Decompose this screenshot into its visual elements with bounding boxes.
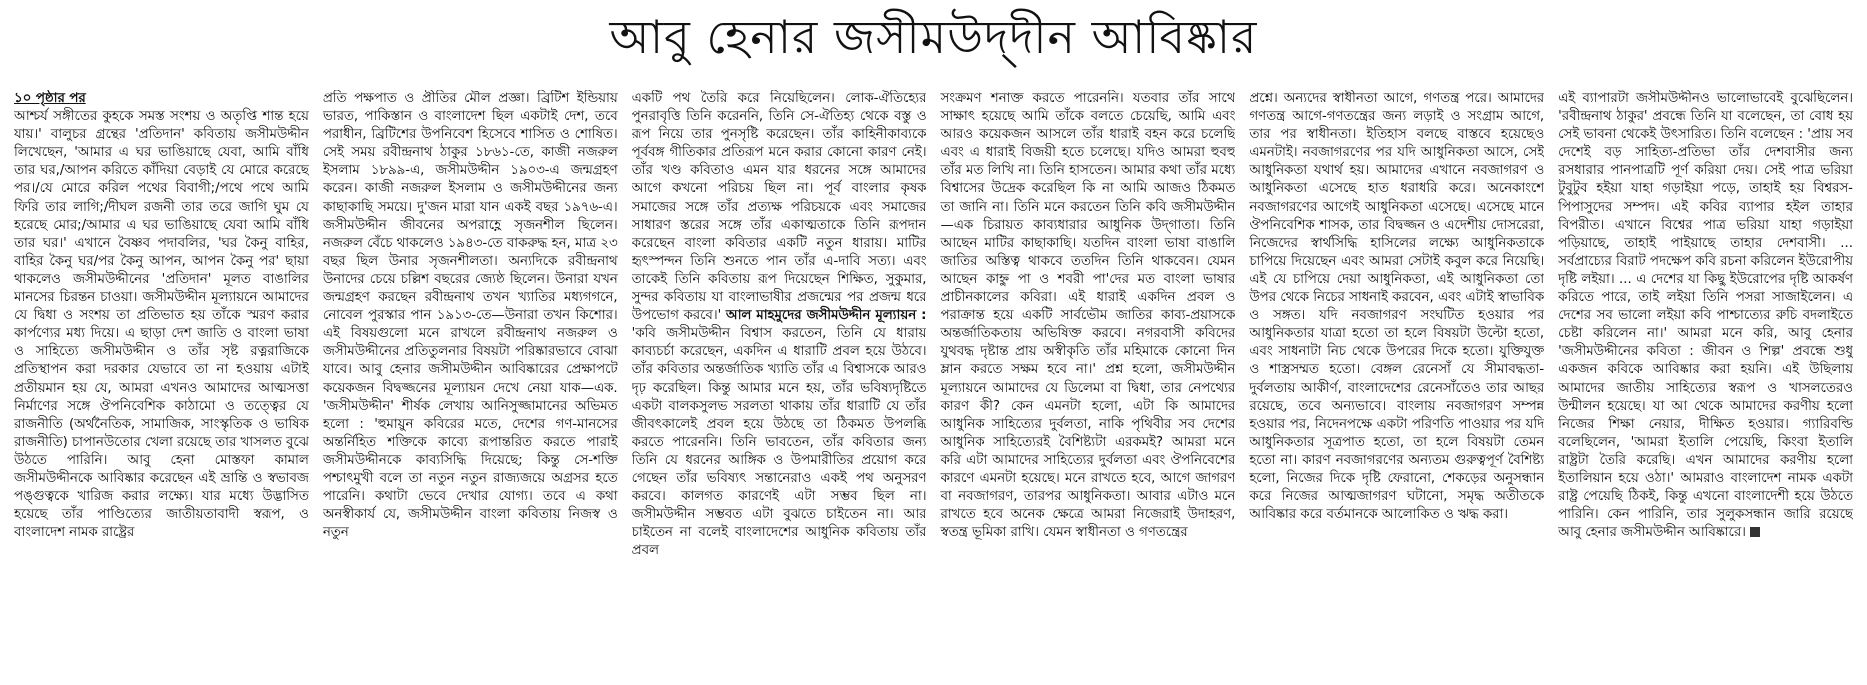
column-4-text: সংক্রমণ শনাক্ত করতে পারেননি। যতবার তাঁর সাথে সাক্ষাৎ হয়েছে আমি তাঁকে বলতে চেয়েছি, আমি এবং আরও কয়েকজন আসলে তাঁর ধারাই বহন করে চলেছি এবং এ ধারাই বিজয়ী হতে চলেছে। যদিও আমরা হুবহু তাঁর মত লিখি না। তিনি হাসতেন। আমার কথা তাঁর মধ্যে বিশ্বাসের উদ্রেক করেছিল কি না আমি আজও ঠিকমত তা জানি না। তিনি মনে করতেন তিনি কবি জসীমউদ্দীন—এক চিরায়ত কাব্যধারার আধুনিক উদ্‌গাতা। তিনি আছেন মাটির কাছাকাছি। যতদিন বাংলা ভাষা বাঙালি জাতির অস্তিত্ব থাকবে ততদিন তিনি থাকবেন। যেমন আছেন কাহ্নু পা ও শবরী পা'দের মত বাংলা ভাষার প্রাচীনকালের কবিরা। এই ধারাই একদিন প্রবল ও পরাক্রান্ত হয়ে একটি সার্বভৌম জাতির কাব্য-প্রয়াসকে অন্তর্জাতিকতায় অভিষিক্ত করবে। নগরবাসী কবিদের যুথবদ্ধ দৃষ্টান্ত প্রায় অস্বীকৃতি তাঁর মহিমাকে কোনো দিন ম্লান করতে সক্ষম হবে না।' প্রশ্ন হলো, জসীমউদ্দীন মূল্যায়নে আমাদের যে ডিলেমা বা দ্বিধা, তার নেপথ্যের কারণ কী? কেন এমনটা হলো, এটা কি আমাদের আধুনিক সাহিত্যের দুর্বলতা, নাকি পৃথিবীর সব দেশের আধুনিক সাহিত্যেরই বৈশিষ্ট্যটা এরকমই? আমরা মনে করি এটা আমাদের সাহিত্যের দুর্বলতা এবং ঔপনিবেশের কারণে এমনটা হয়েছে। মনে রাখতে হবে, আগে জাগরণ বা নবজাগরণ, তারপর আধুনিকতা। আবার এটাও মনে রাখতে হবে অনেক ক্ষেত্রে আমরা নিজেরাই উদাহরণ, স্বতন্ত্র ভূমিকা রাখি। যেমন স্বাধীনতা ও গণতন্ত্রের: [940, 91, 1236, 541]
column-2: [323, 90, 618, 679]
column-3-body: একটি পথ তৈরি করে নিয়েছিলেন। লোক-ঐতিহ্যের পুনরাবৃত্তি তিনি করেননি, তিনি সে-ঐতিহ্য থেকে বস্তু ও রূপ নিয়ে তার পুনসৃষ্টি করেছেন। তাঁর কাহিনীকাব্যকে পূর্ববঙ্গ গীতিকার প্রতিরূপ মনে করার কোনো কারণ নেই। তাঁর খণ্ড কবিতাও এমন যার ধরনের সঙ্গে আমাদের আগে কখনো পরিচয় ছিল না। পূর্ব বাংলার কৃষক সমাজের সঙ্গে তাঁর প্রত্যক্ষ পরিচয়কে এবং সমাজের সাধারণ স্তরের সঙ্গে তাঁর একাত্মতাকে তিনি রূপদান করেছেন বাংলা কবিতার একটি নতুন ধারায়। মাটির হৃৎস্পন্দন তিনি শুনতে পান তাঁর এ-দাবি সত্য। এবং তাকেই তিনি কবিতায় রূপ দিয়েছেন শিক্ষিত, সুকুমার, সুন্দর কবিতায় যা বাংলাভাষীর প্রজন্মের পর প্রজন্ম ধরে উপভোগ করবে।': [631, 91, 927, 324]
column-6: [1558, 90, 1853, 679]
column-3-body-continued: 'কবি জসীমউদ্দীন বিশ্বাস করতেন, তিনি যে ধারায় কাব্যচর্চা করেছেন, একদিন এ ধারাটি প্রবল হয়ে উঠবে। তাঁর কবিতার অন্তর্জাতিক খ্যাতি তাঁর এ বিশ্বাসকে আরও দৃঢ় করেছিল। কিন্তু আমার মনে হয়, তাঁর ভবিষ্যদৃষ্টিতে একটা বালকসুলভ সরলতা থাকায় তাঁর ধারাটি যে তাঁর জীবৎকালেই প্রবল হয়ে উঠছে তা ঠিকমত উপলব্ধি করতে পারেননি। তিনি ভাবতেন, তাঁর কবিতার জন্য তিনি যে ধরনের আঙ্গিক ও উপমারীতির প্রয়োগ করে গেছেন তাঁর ভবিষ্যৎ সন্তানেরাও একই পথ অনুসরণ করবে। কালগত কারণেই এটা সম্ভব ছিল না। জসীমউদ্দীন সম্ভবত এটা বুঝতে চাইতেন না। আর চাইতেন না বলেই বাংলাদেশের আধুনিক কবিতায় তাঁর প্রবল: [631, 326, 927, 559]
column-5: [1249, 90, 1544, 679]
column-4: [940, 90, 1235, 679]
column-3: [632, 90, 927, 679]
section-subhead: আল মাহমুদের জসীমউদ্দীন মূল্যায়ন :: [725, 308, 927, 324]
column-2-text: প্রতি পক্ষপাত ও প্রীতির মৌল প্রজ্ঞা। ব্রিটিশ ইন্ডিয়ায় ভারত, পাকিস্তান ও বাংলাদেশ ছিল একটাই দেশ, তবে পরাধীন, ব্রিটিশের উপনিবেশ হিসেবে শাসিত ও শোষিত। সেই সময় রবীন্দ্রনাথ ঠাকুর ১৮৬১-তে, কাজী নজরুল ইসলাম ১৮৯৯-এ, জসীমউদ্দীন ১৯০৩-এ জন্মগ্রহণ করেন। কাজী নজরুল ইসলাম ও জসীমউদ্দীনের জন্য কাছাকাছি সময়ে। দু'জন মারা যান একই বছর ১৯৭৬-এ। জসীমউদ্দীন জীবনের অপরাহ্ণে সৃজনশীল ছিলেন। নজরুল বেঁচে থাকলেও ১৯৪৩-তে বাকরুদ্ধ হন, মাত্র ২৩ বছর ছিল উনার সৃজনশীলতা। অন্যদিকে রবীন্দ্রনাথ উনাদের চেয়ে চল্লিশ বছরের জ্যেষ্ঠ ছিলেন। উনারা যখন জন্মগ্রহণ করছেন রবীন্দ্রনাথ তখন খ্যাতির মধ্যগগনে, নোবেল পুরস্কার পান ১৯১৩-তে—উনারা তখন কিশোর। এই বিষয়গুলো মনে রাখলে রবীন্দ্রনাথ নজরুল ও জসীমউদ্দীনের প্রতিতুলনার বিষয়টা পরিষ্কারভাবে বোঝা যাবে। আবু হেনার জসীমউদ্দীন আবিষ্কারের প্রেক্ষাপটে কয়েকজন বিদ্বজ্জনের মূল্যায়ন দেখে নেয়া যাক—এক. 'জসীমউদ্দীন' শীর্ষক লেখায় আনিসুজ্জামানের অভিমত হলো : 'হুমায়ুন কবিরের মতে, দেশের গণ-মানসের অন্তর্নিহিত শক্তিকে কাব্যে রূপান্তরিত করতে পারাই জসীমউদ্দীনকে কাব্যসিদ্ধি দিয়েছে; কিন্তু সে-শক্তি পশ্চাৎমুখী বলে তা নতুন নতুন রাজ্যজয়ে অগ্রসর হতে পারেনি। কথাটা ভেবে দেখার যোগ্য। তবে এ কথা অনস্বীকার্য যে, জসীমউদ্দীন বাংলা কবিতায় নিজস্ব ও নতুন: [322, 91, 618, 541]
column-6-body: এই ব্যাপারটা জসীমউদ্দীনও ভালোভাবেই বুঝেছিলেন। 'রবীন্দ্রনাথ ঠাকুর' প্রবন্ধে তিনি যা বলেছেন, তা বোধ হয় সেই ভাবনা থেকেই উৎসারিত। তিনি বলেছেন : 'প্রায় সব দেশেই বড় সাহিত্য-প্রতিভা তাঁর দেশবাসীর জন্য রসধারার পানপাত্রটি পূর্ণ করিয়া দেয়। সেই পাত্র ভরিয়া টুবুটুব হইয়া যাহা গড়াইয়া পড়ে, তাহাই হয় বিশ্বরস-পিপাসুদের সম্পদ। এই কবির ব্যাপার হইল তাহার বিপরীত। এখানে বিশ্বের পাত্র ভরিয়া যাহা গড়াইয়া পড়িয়াছে, তাহাই পাইয়াছে তাহার দেশবাসী। ... সর্বপ্রাচ্যের বিরাট পদক্ষেপ কবি রচনা করিলেন ইউরোপীয় দৃষ্টি লইয়া। ... এ দেশের যা কিছু ইউরোপের দৃষ্টি আকর্ষণ করিতে পারে, তাই লইয়া তিনি পসরা সাজাইলেন। এ দেশের সব ভালো লইয়া কবি পাশ্চাত্যের রুচি বদলাইতে চেষ্টা করিলেন না।' আমরা মনে করি, আবু হেনার 'জসীমউদ্দীনের কবিতা : জীবন ও শিল্প' প্রবন্ধে শুধু একজন কবিকে আবিষ্কার করা হয়নি। এই উছিলায় আমাদের জাতীয় সাহিত্যের স্বরূপ ও খাসলতেরও উন্মীলন হয়েছে। যা আ থেকে আমাদের করণীয় হলো নিজের শিক্ষা নেয়ার, দীক্ষিত হওয়ার। গ্যারিবল্ডি বলেছিলেন, 'আমরা ইতালি পেয়েছি, কিংবা ইতালি রাষ্ট্রটা তৈরি করেছি। এখন আমাদের করণীয় হলো ইতালিয়ান হয়ে ওঠা।' আমরাও বাংলাদেশ নামক একটা রাষ্ট্র পেয়েছি ঠিকই, কিন্তু এখনো বাংলাদেশী হয়ে উঠতে পারিনি। কেন পারিনি, তার সুলুকসন্ধান জারি রয়েছে আবু হেনার জসীমউদ্দীন আবিষ্কারে।: [1558, 91, 1853, 541]
newspaper-page: [0, 6, 1867, 685]
end-of-article-mark: [1750, 527, 1760, 537]
column-5-text: প্রশ্নে। অন্যদের স্বাধীনতা আগে, গণতন্ত্র পরে। আমাদের গণতন্ত্র আগে-গণতন্ত্রের জন্য লড়াই ও সংগ্রাম আগে, তার পর স্বাধীনতা। ইতিহাস বলছে বাস্তবে হয়েছেও এমনটাই। নবজাগরণের পর যদি আধুনিকতা আসে, সেই আধুনিকতা যথার্থ হয়। আমাদের এখানে নবজাগরণ ও আধুনিকতা এসেছে হাত ধরাধরি করে। অনেকাংশে নবজাগরণের আগেই আধুনিকতা এসেছে। এসেছে মানে ঔপনিবেশিক শাসক, তার বিদ্বজ্জন ও এদেশীয় দোসরেরা, নিজেদের স্বার্থসিদ্ধি হাসিলের লক্ষ্যে আধুনিকতাকে চাপিয়ে দিয়েছেন এবং আমরা সেটাই কবুল করে নিয়েছি। এই যে চাপিয়ে দেয়া আধুনিকতা, এই আধুনিকতা তো উপর থেকে নিচের সাধনাই করবেন, এবং এটাই স্বাভাবিক ও সঙ্গত। যদি নবজাগরণ সংঘটিত হওয়ার পর আধুনিকতার যাত্রা হতো তা হলে বিষয়টা উল্টো হতো, এবং সাধনাটা নিচ থেকে উপরের দিকে হতো। যুক্তিযুক্ত ও শাস্ত্রসম্মত হতো। বেঙ্গল রেনেসাঁ যে সীমাবদ্ধতা-দুর্বলতায় আকীর্ণ, বাংলাদেশের রেনেসাঁতেও তার আছর রয়েছে, তবে অন্যভাবে। বাংলায় নবজাগরণ সম্পন্ন হওয়ার পর, নিদেনপক্ষে একটা পরিণতি পাওয়ার পর যদি আধুনিকতার সূত্রপাত হতো, তা হলে বিষয়টা তেমন হতো না। কারণ নবজাগরণের অন্যতম গুরুত্বপূর্ণ বৈশিষ্ট্য হলো, নিজের দিকে দৃষ্টি ফেরানো, শেকড়ের অনুসন্ধান করে নিজের আত্মজাগরণ ঘটানো, সমৃদ্ধ অতীতকে আবিষ্কার করে বর্তমানকে আলোকিত ও ঋদ্ধ করা।: [1249, 91, 1545, 523]
headline: আবু হেনার জসীমউদ্‌দীন আবিষ্কার: [609, 10, 1258, 64]
column-3-text: [632, 90, 927, 560]
column-1: [14, 90, 309, 679]
column-1-text: [14, 90, 309, 542]
article-columns: [14, 90, 1853, 679]
column-1-body: আশ্চর্য সঙ্গীতের কুহকে সমস্ত সংশয় ও অতৃপ্তি শান্ত হয়ে যায়।' বালুচর গ্রন্থের 'প্রতিদান' কবিতায় জসীমউদ্দীন লিখেছেন, 'আমার এ ঘর ভাঙিয়াছে যেবা, আমি বাঁধি তার ঘর,/আপন করিতে কাঁদিয়া বেড়াই যে মোরে করেছে পর।/যে মোরে করিল পথের বিবাগী;/পথে পথে আমি ফিরি তার লাগি;/দীঘল রজনী তার তরে জাগি ঘুম যে হরেছে মোর;/আমার এ ঘর ভাঙিয়াছে যেবা আমি বাঁধি তার ঘর।' এখানে বৈষ্ণব পদাবলির, 'ঘর কৈনু বাহির, বাহির কৈনু ঘর/পর কৈনু আপন, আপন কৈনু পর' ছায়া থাকলেও জসীমউদ্দীনের 'প্রতিদান' মূলত বাঙালির মানসের চিরন্তন চাওয়া। জসীমউদ্দীন মূল্যায়নে আমাদের যে দ্বিধা ও সংশয় তা প্রতিভাত হয় তাঁকে স্মরণ করার কার্পণ্যের মধ্য দিয়ে। এ ছাড়া দেশ জাতি ও বাংলা ভাষা ও সাহিত্যে জসীমউদ্দীন ও তাঁর সৃষ্ট রত্নরাজিকে প্রতিস্থাপন করা দরকার যেভাবে তা না হওয়ায় এটাই প্রতীয়মান হয় যে, আমরা এখনও আমাদের আত্মসত্তা নির্মাণের সঙ্গে ঔপনিবেশিক কাঠামো ও তত্ত্বের যে রাজনীতি (অর্থনৈতিক, সামাজিক, সাংস্কৃতিক ও ভাষিক রাজনীতি) চাপানউতোর খেলা রয়েছে তার খাসলত বুঝে উঠতে পারিনি। আবু হেনা মোস্তফা কামাল জসীমউদ্দীনকে আবিষ্কার করেছেন এই ভ্রান্তি ও স্বভাবজ পঙ্গুত্বকে খারিজ করার লক্ষ্যে। যার মধ্যে উদ্ভাসিত হয়েছে তাঁর পাণ্ডিত্যের জাতীয়তাবাদী স্বরূপ, ও বাংলাদেশ নামক রাষ্ট্রের: [14, 109, 309, 541]
continued-from-label: ১০ পৃষ্ঠার পর: [14, 91, 86, 106]
column-6-text: [1558, 90, 1853, 542]
